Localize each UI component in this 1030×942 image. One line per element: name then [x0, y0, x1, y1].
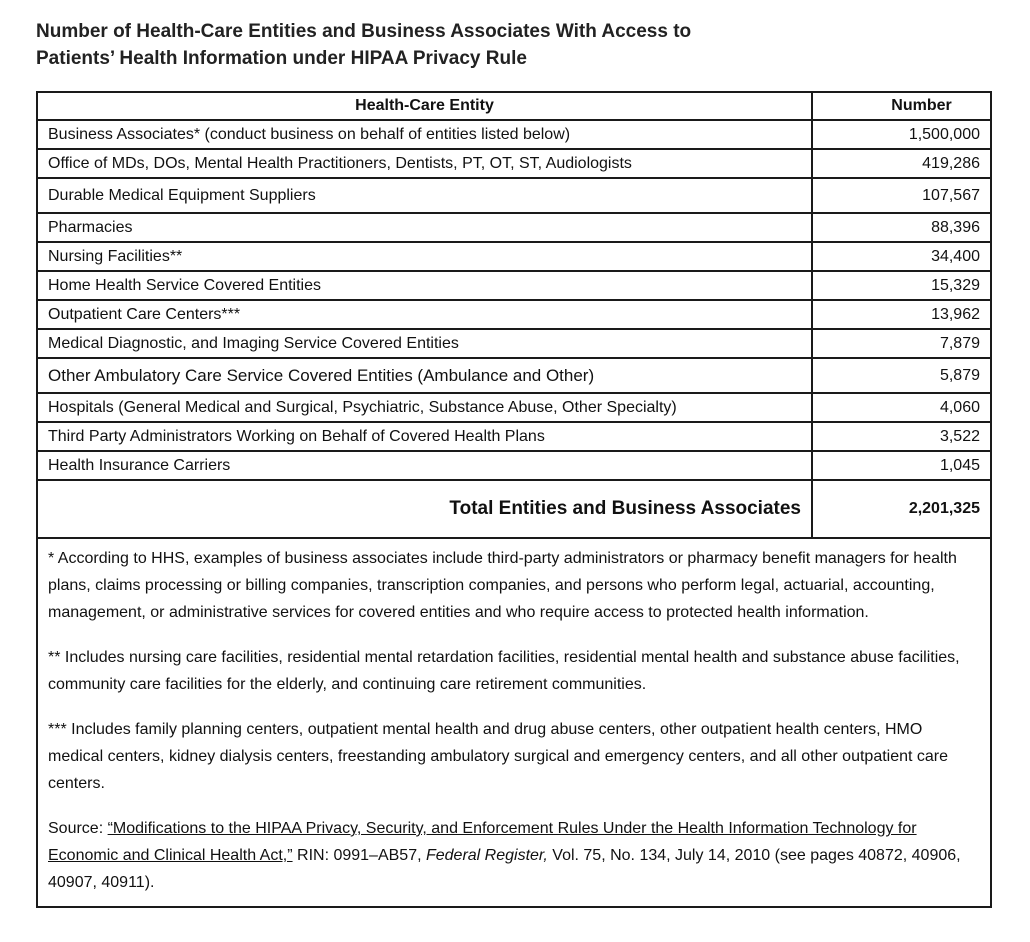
number-cell: 1,045: [812, 451, 991, 480]
table-row: [37, 271, 991, 300]
footnote-1: * According to HHS, examples of business associates include third-party administrators or pharmacy benefit managers for health plans, claims processing or billing companies, transcription companies, and persons who perform legal, actuarial, accounting, management, or administrative services for covered entities and who require access to protected health information.: [48, 550, 957, 621]
table-row: [37, 300, 991, 329]
table-header-row: [37, 92, 991, 120]
entity-cell: Pharmacies: [37, 213, 812, 242]
total-label: Total Entities and Business Associates: [37, 480, 812, 538]
source-link[interactable]: “Modifications to the HIPAA Privacy, Security, and Enforcement Rules Under the Health Information Technology for Economic and Clinical Health Act,”: [48, 820, 917, 864]
number-cell: 1,500,000: [812, 120, 991, 149]
total-row: [37, 480, 991, 538]
source-rin: RIN: 0991–AB57,: [292, 847, 426, 864]
entity-cell: Other Ambulatory Care Service Covered Entities (Ambulance and Other): [37, 358, 812, 393]
table-row: [37, 178, 991, 213]
source-suffix: Vol. 75, No. 134, July 14, 2010 (see pages 40872, 40906, 40907, 40911).: [48, 847, 961, 891]
table-row: [37, 451, 991, 480]
header-entity: Health-Care Entity: [37, 92, 812, 120]
table-row: [37, 393, 991, 422]
source-journal: Federal Register,: [425, 847, 548, 864]
table-row: [37, 358, 991, 393]
table-row: [37, 422, 991, 451]
number-cell: 107,567: [812, 178, 991, 213]
title-line-1: Number of Health-Care Entities and Business Associates With Access to: [36, 21, 692, 42]
entity-cell: Business Associates* (conduct business on behalf of entities listed below): [37, 120, 812, 149]
entity-cell: Hospitals (General Medical and Surgical, Psychiatric, Substance Abuse, Other Specialty): [37, 393, 812, 422]
number-cell: 3,522: [812, 422, 991, 451]
entity-cell: Outpatient Care Centers***: [37, 300, 812, 329]
number-cell: 34,400: [812, 242, 991, 271]
source-prefix: Source:: [48, 820, 108, 837]
notes-cell: [37, 538, 991, 907]
entity-cell: Third Party Administrators Working on Behalf of Covered Health Plans: [37, 422, 812, 451]
entity-cell: Health Insurance Carriers: [37, 451, 812, 480]
source-note: [48, 815, 980, 896]
number-cell: 4,060: [812, 393, 991, 422]
entity-cell: Medical Diagnostic, and Imaging Service Covered Entities: [37, 329, 812, 358]
number-cell: 88,396: [812, 213, 991, 242]
number-cell: 7,879: [812, 329, 991, 358]
number-cell: 419,286: [812, 149, 991, 178]
header-number: Number: [812, 92, 991, 120]
table-row: [37, 329, 991, 358]
entity-cell: Durable Medical Equipment Suppliers: [37, 178, 812, 213]
number-cell: 13,962: [812, 300, 991, 329]
total-number: 2,201,325: [812, 480, 991, 538]
table-row: [37, 120, 991, 149]
notes-row: [37, 538, 991, 907]
entity-cell: Nursing Facilities**: [37, 242, 812, 271]
table-row: [37, 242, 991, 271]
page-title: [36, 18, 936, 72]
table-row: [37, 213, 991, 242]
table-row: [37, 149, 991, 178]
entity-table: [36, 91, 992, 908]
footnote-2: ** Includes nursing care facilities, residential mental retardation facilities, residential mental health and substance abuse facilities, community care facilities for the elderly, and continuing care retirement communities.: [48, 649, 960, 693]
number-cell: 15,329: [812, 271, 991, 300]
entity-cell: Home Health Service Covered Entities: [37, 271, 812, 300]
title-line-2: Patients’ Health Information under HIPAA Privacy Rule: [36, 48, 527, 69]
entity-cell: Office of MDs, DOs, Mental Health Practitioners, Dentists, PT, OT, ST, Audiologists: [37, 149, 812, 178]
number-cell: 5,879: [812, 358, 991, 393]
footnote-3: *** Includes family planning centers, outpatient mental health and drug abuse centers, other outpatient health centers, HMO medical centers, kidney dialysis centers, freestanding ambulatory surgical and emergency centers, and all other outpatient care centers.: [48, 721, 949, 792]
